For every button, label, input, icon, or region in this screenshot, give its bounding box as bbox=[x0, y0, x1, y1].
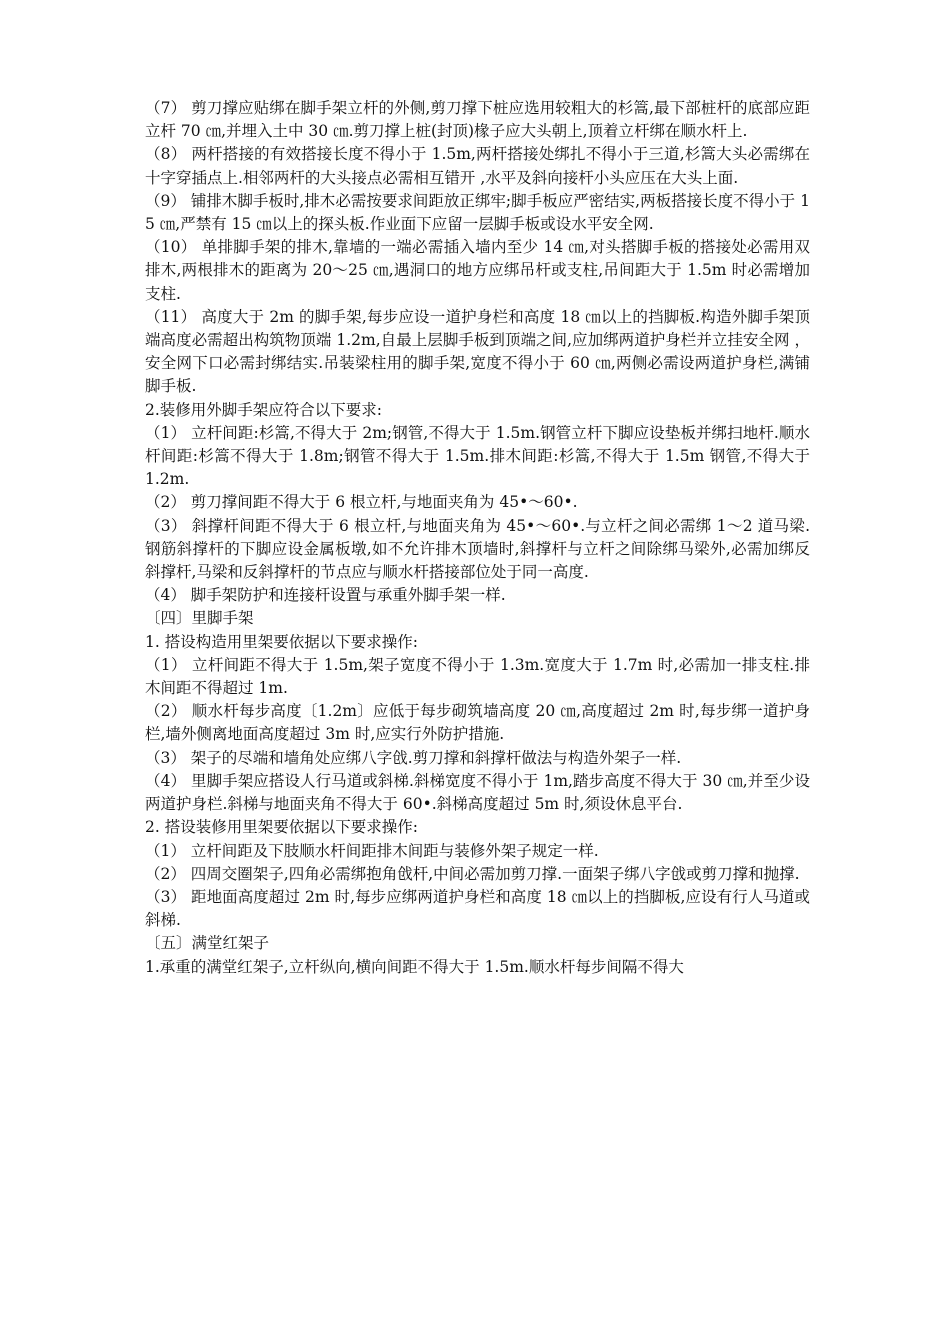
paragraph-inner-1: （1） 立杆间距不得大于 1.5m,架子宽度不得小于 1.3m.宽度大于 1.7m 时,必需加一排支柱.排木间距不得超过 1m. bbox=[145, 655, 810, 698]
paragraph-deco-4-protection: （4） 脚手架防护和连接杆设置与承重外脚手架一样. bbox=[145, 586, 506, 605]
section-heading-full-scaffold: 〔五〕满堂红架子 bbox=[145, 934, 270, 953]
subheading-decoration-inner: 2. 搭设装修用里架要依据以下要求操作: bbox=[145, 818, 418, 837]
paragraph-inner-2: （2） 顺水杆每步高度〔1.2m〕应低于每步砌筑墙高度 20 ㎝,高度超过 2m 时,每步绑一道护身栏,墙外侧离地面高度超过 3m 时,应实行外防护措施. bbox=[145, 702, 810, 744]
paragraph-inner-3: （3） 架子的尽端和墙角处应绑八字戗.剪刀撑和斜撑杆做法与构造外架子一样. bbox=[145, 748, 682, 767]
section-heading-inner-scaffold: 〔四〕里脚手架 bbox=[145, 609, 254, 628]
subheading-structural-inner: 1. 搭设构造用里架要依据以下要求操作: bbox=[145, 632, 418, 651]
paragraph-11-guardrail: （11） 高度大于 2m 的脚手架,每步应设一道护身栏和高度 18 ㎝以上的挡脚板.构造外脚手架顶端高度必需超出构筑物顶端 1.2m,自最上层脚手板到顶端之间,应加绑两道护身栏并立挂安全网 ，安全网下口必需封绑结实.吊装梁柱用的脚手架,宽度不得小于 60 ㎝,两侧必需设两道护身栏,满铺脚手板. bbox=[145, 307, 810, 396]
paragraph-deco-inner-1: （1） 立杆间距及下肢顺水杆间距排木间距与装修外架子规定一样. bbox=[145, 841, 599, 860]
paragraph-7-scissor-brace: （7） 剪刀撑应贴绑在脚手架立杆的外侧,剪刀撑下桩应选用较粗大的杉篙,最下部桩杆的底部应距立杆 70 ㎝,并埋入土中 30 ㎝.剪刀撑上桩(封顶)椽子应大头朝上,顶着立杆绑在顺水杆上. bbox=[145, 99, 810, 141]
paragraph-deco-3-diagonal: （3） 斜撑杆间距不得大于 6 根立杆,与地面夹角为 45•～60•.与立杆之间必需绑 1～2 道马梁.钢筋斜撑杆的下脚应设金属板墩,如不允许排木顶墙时,斜撑杆与立杆之间除绑马梁外,必需加绑反斜撑杆,马梁和反斜撑杆的节点应与顺水杆搭接部位处于同一高度. bbox=[145, 516, 810, 582]
paragraph-inner-4: （4） 里脚手架应搭设人行马道或斜梯.斜梯宽度不得小于 1m,踏步高度不得大于 30 ㎝,并至少设两道护身栏.斜梯与地面夹角不得大于 60•.斜梯高度超过 5m 时,须设休息平台. bbox=[145, 771, 810, 814]
section-heading-decoration-scaffold: 2.装修用外脚手架应符合以下要求: bbox=[145, 400, 383, 419]
paragraph-deco-inner-2: （2） 四周交圈架子,四角必需绑抱角戗杆,中间必需加剪刀撑.一面架子绑八字戗或剪刀撑和抛撑. bbox=[145, 864, 800, 883]
paragraph-deco-inner-3: （3） 距地面高度超过 2m 时,每步应绑两道护身栏和高度 18 ㎝以上的挡脚板,应设有行人马道或斜梯. bbox=[145, 887, 810, 930]
document-body bbox=[145, 97, 810, 979]
paragraph-full-1: 1.承重的满堂红架子,立杆纵向,横向间距不得大于 1.5m.顺水杆每步间隔不得大 bbox=[145, 957, 684, 976]
paragraph-9-scaffold-board: （9） 铺排木脚手板时,排木必需按要求间距放正绑牢;脚手板应严密结实,两板搭接长度不得小于 15 ㎝,严禁有 15 ㎝以上的探头板.作业面下应留一层脚手板或设水平安全网. bbox=[145, 191, 810, 234]
paragraph-10-single-row: （10） 单排脚手架的排木,靠墙的一端必需插入墙内至少 14 ㎝,对头搭脚手板的搭接处必需用双排木,两根排木的距离为 20～25 ㎝,遇洞口的地方应绑吊杆或支柱,吊间距大于 1.5m 时必需增加支柱. bbox=[145, 238, 810, 303]
paragraph-deco-2-scissor: （2） 剪刀撑间距不得大于 6 根立杆,与地面夹角为 45•～60•. bbox=[145, 493, 578, 512]
paragraph-8-pole-lap: （8） 两杆搭接的有效搭接长度不得小于 1.5m,两杆搭接处绑扎不得小于三道,杉篙大头必需绑在十字穿插点上.相邻两杆的大头接点必需相互错开 ,水平及斜向接杆小头应压在大头上面. bbox=[145, 145, 810, 187]
paragraph-deco-1-spacing: （1） 立杆间距:杉篙,不得大于 2m;钢管,不得大于 1.5m.钢管立杆下脚应设垫板并绑扫地杆.顺水杆间距:杉篙不得大于 1.8m;钢管不得大于 1.5m.排木间距:杉篙,不得大于 1.5m 钢管,不得大于 1.2m. bbox=[145, 423, 810, 489]
